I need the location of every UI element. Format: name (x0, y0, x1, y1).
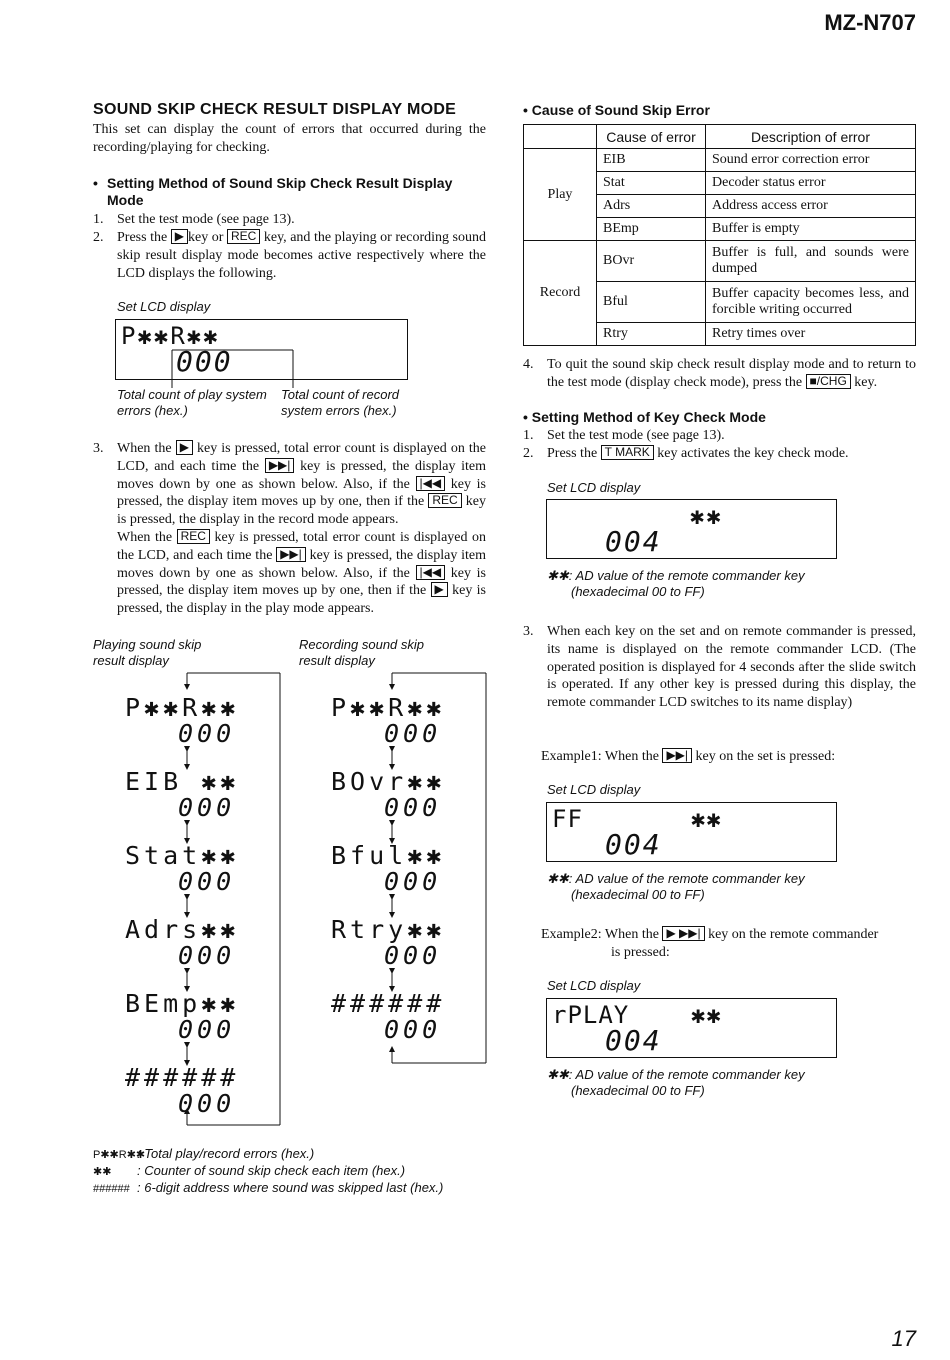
setting-heading: • Setting Method of Sound Skip Check Result Display Mode (93, 175, 486, 209)
rec-key: REC (227, 229, 260, 244)
play-chain-item: ###### (125, 1063, 240, 1092)
legend-text: : Total play/record errors (hex.) (137, 1146, 315, 1161)
lcd-note-line: ✱✱: AD value of the remote commander key (547, 568, 805, 583)
play-chain-value: 000 (178, 1015, 236, 1044)
stop-chg-key: ■/CHG (806, 374, 851, 389)
desc-cell: Buffer capacity becomes less, and forcible writing occurred (706, 282, 916, 323)
step-4-a: To quit the sound skip check result display mode and to return to the test mode (display check mode), press the (547, 357, 916, 390)
desc-cell: Retry times over (706, 323, 916, 346)
code-cell: Adrs (597, 195, 706, 218)
step-3-p1a: When the (117, 441, 172, 456)
k-step-3-text: When each key on the set and on remote commander is pressed, its name is displayed on the remote commander LCD. (The operated position is displayed for 4 seconds after the slide switch is operated. If any other key is pressed during this display, the remote commander LCD switches to its name display) (547, 624, 916, 711)
example-2 (541, 926, 916, 962)
cause-heading-text: Cause of Sound Skip Error (531, 102, 710, 118)
step-3-p2e: key is pressed, the display in the play mode appears. (117, 583, 486, 617)
code-cell: Stat (597, 172, 706, 195)
step-2-c: key, and the playing or recording sound skip result display mode becomes active respectively where the LCD displays the following. (117, 230, 486, 281)
step-1: 1. Set the test mode (see page 13). (93, 211, 486, 229)
legend-symbol: ✱✱ (93, 1166, 112, 1178)
intro-text: This set can display the count of errors that occurred during the recording/playing for checking. (93, 122, 486, 155)
code-cell: Rtry (597, 323, 706, 346)
play-key-icon: ▶ (176, 440, 193, 455)
play-chain-value: 000 (178, 793, 236, 822)
lcd-note-2 (547, 871, 805, 903)
rec-chain-value: 000 (384, 719, 442, 748)
rec-chain-value: 000 (384, 941, 442, 970)
play-chain-value: 000 (178, 1089, 236, 1118)
table-header: Cause of error (597, 125, 706, 149)
rec-chain-value: 000 (384, 793, 442, 822)
rec-chain-label: Recording sound skip result display (299, 637, 425, 668)
next-key-icon: ▶▶| (662, 748, 692, 763)
play-chain-item: Stat✱✱ (125, 841, 240, 870)
lcd-note-line: (hexadecimal 00 to FF) (571, 1083, 705, 1098)
legend-item (93, 1146, 443, 1163)
rec-chain-item: P✱✱R✱✱ (331, 693, 446, 722)
lcd-label-1: Set LCD display (117, 299, 211, 314)
legend-text: : Counter of sound skip check each item (hex.) (137, 1163, 406, 1178)
group-cell: Play (524, 149, 597, 241)
error-table (523, 124, 916, 346)
code-cell: Bful (597, 282, 706, 323)
play-key-icon: ▶ (171, 229, 188, 244)
table-row (524, 149, 916, 172)
rec-key: REC (428, 493, 461, 508)
model-number: MZ-N707 (824, 10, 916, 35)
lcd-line-1: P✱✱R✱✱ (121, 322, 220, 350)
step-2: 2. Press the ▶ key or REC key, and the playing or recording sound skip result display mode becomes active respectively where the LCD displays the following. (93, 229, 486, 281)
lcd-label-4: Set LCD display (547, 978, 641, 993)
k-step-2: 2. Press the T MARK key activates the key check mode. (523, 445, 849, 461)
desc-cell: Buffer is empty (706, 218, 916, 241)
legend-item (93, 1163, 443, 1180)
desc-cell: Buffer is full, and sounds were dumped (706, 241, 916, 282)
play-key-icon: ▶ (431, 582, 448, 597)
play-chain-value: 000 (178, 941, 236, 970)
key-check-heading: • Setting Method of Key Check Mode (523, 409, 766, 425)
example-2-a: Example2: When the (541, 927, 659, 942)
desc-cell: Sound error correction error (706, 149, 916, 172)
lcd-line-1: FF ✱✱ (552, 805, 722, 833)
lcd-line-1: ✱✱ (690, 502, 723, 530)
lcd-line-2: 004 (605, 525, 662, 558)
play-chain-value: 000 (178, 867, 236, 896)
rec-key: REC (177, 529, 210, 544)
play-chain-item: P✱✱R✱✱ (125, 693, 240, 722)
example-1-a: Example1: When the (541, 749, 659, 764)
rec-chain-item: Bful✱✱ (331, 841, 446, 870)
setting-heading-text: Setting Method of Sound Skip Check Result Display Mode (107, 175, 453, 208)
key-check-heading-text: Setting Method of Key Check Mode (531, 409, 766, 425)
k-step-1-text: Set the test mode (see page 13). (547, 428, 725, 443)
play-next-key-icon: ▶ ▶▶| (662, 926, 704, 941)
k-step-1: 1. Set the test mode (see page 13). (523, 427, 916, 445)
step-3-p1e: key is pressed, the display in the record mode appears. (117, 494, 486, 528)
rec-chain-value: 000 (384, 1015, 442, 1044)
prev-key-icon: |◀◀ (416, 565, 446, 580)
play-chain-value: 000 (178, 719, 236, 748)
next-key-icon: ▶▶| (265, 458, 295, 473)
lcd-note-line: (hexadecimal 00 to FF) (571, 584, 705, 599)
lcd-note-3 (547, 1067, 805, 1099)
k-step-2-a: Press the (547, 446, 598, 461)
rec-chain-item: ###### (331, 989, 446, 1018)
caption-rec: Total count of record system errors (hex.) (281, 387, 400, 418)
legend-symbol: ###### (93, 1183, 130, 1195)
lcd-label-2: Set LCD display (547, 480, 641, 495)
rec-chain-item: BOvr✱✱ (331, 767, 446, 796)
step-3-p1b: key is pressed, total error count is displayed on the LCD, and each time the (117, 441, 487, 474)
k-step-3: 3. When each key on the set and on remote commander is pressed, its name is displayed on the remote commander LCD. (The operated position is displayed for 4 seconds after the slide switch is operated. If any other key is pressed during this display, the remote commander LCD switches to its name display) (523, 624, 916, 711)
lcd-note-1 (547, 568, 805, 600)
lcd-line-1: rPLAY ✱✱ (552, 1001, 722, 1029)
t-mark-key: T MARK (601, 445, 654, 460)
step-2-b: key or (188, 230, 224, 245)
lcd-note-line: ✱✱: AD value of the remote commander key (547, 1067, 805, 1082)
example-1 (541, 748, 916, 766)
step-4-b: key. (854, 374, 878, 390)
play-chain-item: Adrs✱✱ (125, 915, 240, 944)
play-chain-item: EIB ✱✱ (125, 767, 240, 796)
table-header-row (524, 125, 916, 149)
legend-item (93, 1180, 443, 1197)
lcd-display-example-2 (546, 998, 837, 1058)
play-chain-label: Playing sound skip result display (93, 637, 202, 668)
desc-cell: Address access error (706, 195, 916, 218)
example-2-c: is pressed: (611, 944, 670, 960)
step-4: 4. To quit the sound skip check result display mode and to return to the test mode (display check mode), press the ■/CHG key. (523, 357, 916, 390)
prev-key-icon: |◀◀ (416, 476, 446, 491)
caption-play: Total count of play system errors (hex.) (117, 387, 267, 418)
legend-text: : 6-digit address where sound was skipped last (hex.) (137, 1180, 444, 1195)
step-1-text: Set the test mode (see page 13). (117, 212, 295, 227)
lcd-note-line: ✱✱: AD value of the remote commander key (547, 871, 805, 886)
group-cell: Record (524, 241, 597, 346)
example-2-b: key on the remote commander (708, 927, 879, 942)
cause-heading: • Cause of Sound Skip Error (523, 102, 710, 118)
lcd-line-2: 004 (605, 828, 662, 861)
code-cell: EIB (597, 149, 706, 172)
step-3-p1d: key is pressed, the display item moves up by one, then if the (117, 476, 487, 510)
rec-chain-value: 000 (384, 867, 442, 896)
step-3-p2d: key is pressed, the display item moves up by one, then if the (117, 565, 487, 599)
step-2-a: Press the (117, 230, 168, 245)
code-cell: BOvr (597, 241, 706, 282)
table-row (524, 241, 916, 282)
lcd-line-2: 000 (176, 345, 233, 378)
step-3-p2a: When the (117, 529, 173, 545)
lcd-display-key-check (546, 499, 837, 559)
table-corner (524, 125, 597, 149)
legend-symbol: P✱✱R✱✱ (93, 1149, 146, 1161)
step-3-p1c: key is pressed, the display item moves down by one as shown below. Also, if the (117, 458, 487, 492)
legend (93, 1146, 443, 1197)
example-1-b: key on the set is pressed: (695, 749, 836, 764)
page-number: 17 (891, 1326, 916, 1351)
table-header: Description of error (706, 125, 916, 149)
play-chain-item: BEmp✱✱ (125, 989, 240, 1018)
lcd-note-line: (hexadecimal 00 to FF) (571, 887, 705, 902)
lcd-label-3: Set LCD display (547, 782, 641, 797)
desc-cell: Decoder status error (706, 172, 916, 195)
rec-chain-item: Rtry✱✱ (331, 915, 446, 944)
step-3-p2c: key is pressed, the display item moves down by one as shown below. Also, if the (117, 547, 487, 581)
step-3-p2b: key is pressed, total error count is displayed on the LCD, and each time the (117, 529, 487, 563)
lcd-line-2: 004 (605, 1024, 662, 1057)
step-3: 3. When the ▶ key is pressed, total error count is displayed on the LCD, and each time the ▶▶| key is pressed, the display item moves down by one as shown below. Also, if the |◀◀ key is pressed, the display item moves up by one, then if the REC key is pressed, the display in the record mode appears. When the REC key is pressed, total error count is displayed on the LCD, and each time the ▶▶| key is pressed, the display item moves down by one as shown below. Also, if the |◀◀ key is pressed, the display item moves up by one, then if the ▶ key is pressed, the display in the play mode appears. (93, 440, 487, 617)
k-step-2-b: key activates the key check mode. (657, 446, 849, 461)
section-title: SOUND SKIP CHECK RESULT DISPLAY MODE (93, 101, 457, 118)
next-key-icon: ▶▶| (276, 547, 306, 562)
lcd-display-example-1 (546, 802, 837, 862)
code-cell: BEmp (597, 218, 706, 241)
